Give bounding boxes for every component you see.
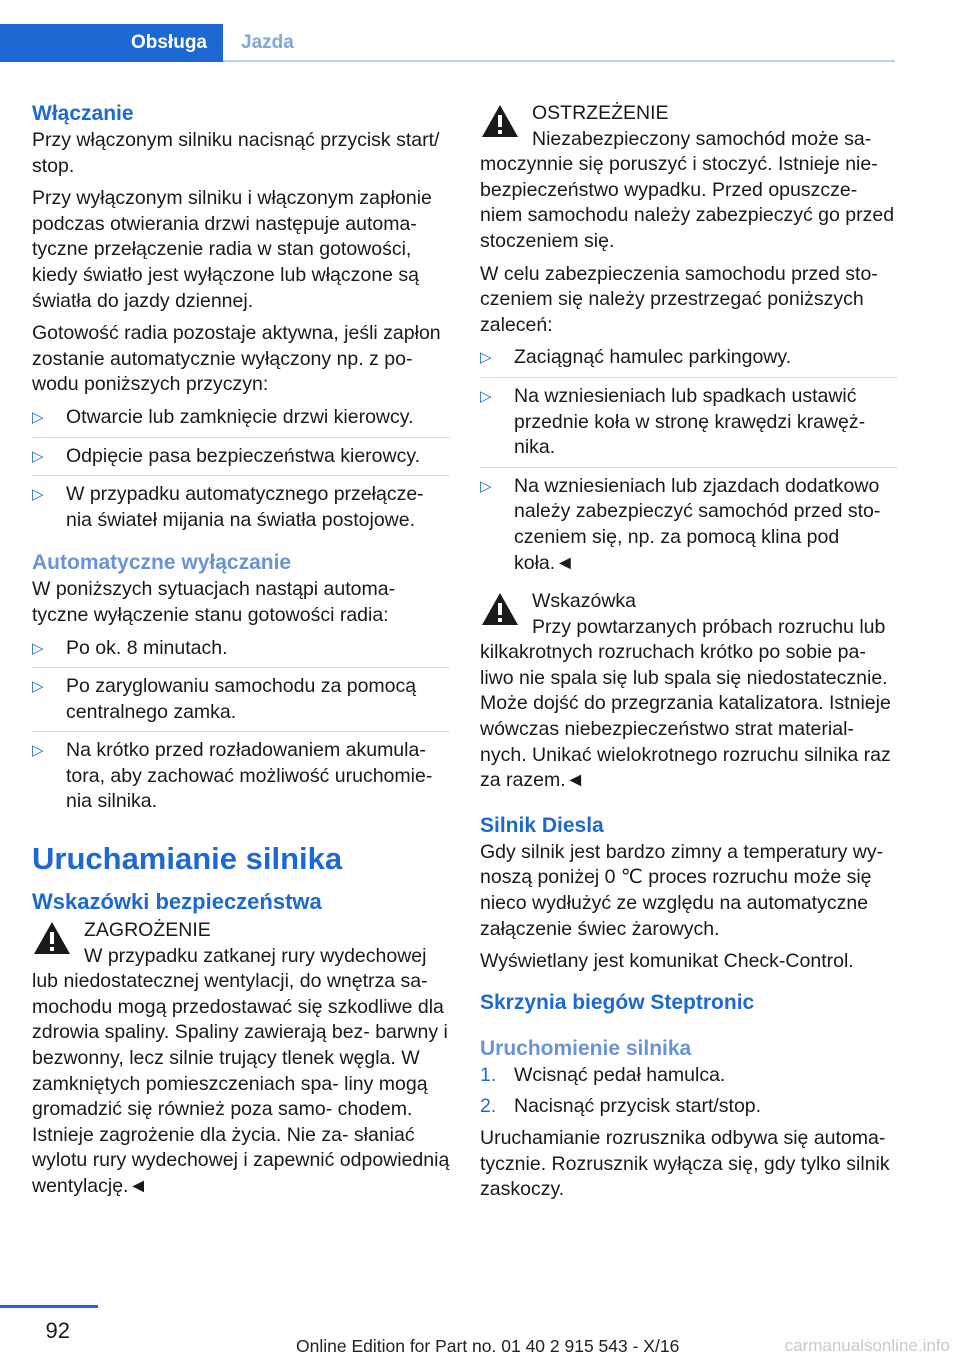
bullet-list [32, 636, 450, 822]
list-item: 2. Nacisnąć przycisk start/stop. [480, 1094, 898, 1120]
heading-uruchomienie: Uruchomienie silnika [480, 1036, 692, 1060]
numbered-list [480, 1063, 898, 1120]
list-item: ▷ Na wzniesieniach lub spadkach ustawić przednie koła w stronę krawędzi krawęż- nika. [480, 384, 898, 468]
heading-wskazowki: Wskazówki bezpieczeństwa [32, 889, 322, 915]
watermark: carmanualsonline.info [784, 1336, 950, 1355]
warning-triangle-icon [32, 920, 72, 956]
triangle-bullet-icon: ▷ [480, 477, 492, 495]
notice-title: OSTRZEŻENIE [532, 102, 669, 124]
paragraph: W celu zabezpieczenia samochodu przed sto- czeniem się należy przestrzegać poniższych zaleceń: [480, 262, 878, 336]
list-item: ▷ Po ok. 8 minutach. [32, 636, 450, 669]
list-item: 1. Wcisnąć pedał hamulca. [480, 1063, 898, 1089]
heading-automatyczne: Automatyczne wyłączanie [32, 551, 292, 575]
hint-notice [480, 588, 898, 794]
header-tabs [0, 24, 895, 62]
page-number: 92 [45, 1318, 70, 1343]
paragraph: Przy wyłączonym silniku i włączonym zapłonie podczas otwierania drzwi następuje automa- tyczne przełączenie radia w stan gotowości, kiedy światło jest wyłączone lub włączone są światła do jazdy dziennej. [32, 187, 432, 312]
heading-steptronic: Skrzynia biegów Steptronic [480, 990, 755, 1014]
tab-jazda[interactable]: Jazda [241, 32, 294, 53]
notice-title: ZAGROŻENIE [84, 919, 211, 942]
heading-wlaczanie: Włączanie [32, 102, 134, 125]
left-column [32, 100, 450, 1207]
bullet-list [32, 405, 450, 539]
list-item: ▷ Na wzniesieniach lub zjazdach dodatkowo należy zabezpieczyć samochód przed sto- czeniem się, np. za pomocą klina pod koła.◄ [480, 474, 881, 574]
danger-notice [32, 917, 450, 1200]
triangle-bullet-icon: ▷ [32, 678, 44, 696]
edition-note: Online Edition for Part no. 01 40 2 915 543 - X/16 [296, 1336, 680, 1356]
paragraph: Gotowość radia pozostaje aktywna, jeśli zapłon zostanie automatycznie wyłączony np. z po- wodu poniższych przyczyn: [32, 322, 441, 396]
triangle-bullet-icon: ▷ [480, 387, 492, 405]
list-item: ▷ W przypadku automatycznego przełącze- nia świateł mijania na światła postojowe. [32, 483, 424, 531]
list-item: ▷ Na krótko przed rozładowaniem akumula- tora, aby zachować możliwość uruchomie- nia silnika. [32, 739, 433, 813]
triangle-bullet-icon: ▷ [32, 447, 44, 465]
triangle-bullet-icon: ▷ [32, 486, 44, 504]
notice-text: Niezabezpieczony samochód może sa- moczynnie się poruszyć i stoczyć. Istnieje nie- bezpieczeństwo wypadku. Przed opuszcze- niem samochodu należy zabezpieczyć go przed stoczeniem się. [480, 127, 895, 252]
triangle-bullet-icon: ▷ [480, 349, 492, 367]
warning-notice [480, 100, 898, 255]
notice-title: Wskazówka [532, 590, 637, 613]
list-item: ▷ Otwarcie lub zamknięcie drzwi kierowcy. [32, 405, 450, 438]
paragraph: Uruchamianie rozrusznika odbywa się automa- tycznie. Rozrusznik wyłącza się, gdy tylko silnik zaskoczy. [480, 1127, 890, 1201]
step-number: 1. [480, 1063, 497, 1086]
tab-obsluga[interactable]: Obsługa [0, 24, 223, 62]
list-item: ▷ Po zaryglowaniu samochodu za pomocą centralnego zamka. [32, 674, 450, 732]
warning-triangle-icon [480, 103, 520, 139]
list-item: ▷ Odpięcie pasa bezpieczeństwa kierowcy. [32, 444, 450, 477]
notice-text: Przy powtarzanych próbach rozruchu lub kilkakrotnych rozruchach krótko po sobie pa- liwo nie spala się lub spala się niedostatecznie. Może dojść do przegrzania katalizatora. Istnieje wówczas niebezpieczeństwo strat material- nych. Unikać wielokrotnego rozruchu silnika raz za razem.◄ [480, 615, 891, 792]
heading-uruchamianie-silnika: Uruchamianie silnika [32, 841, 343, 877]
paragraph: Przy włączonym silniku nacisnąć przycisk start/ stop. [32, 129, 440, 177]
triangle-bullet-icon: ▷ [32, 639, 44, 657]
footer-rule [0, 1305, 98, 1308]
paragraph: W poniższych sytuacjach nastąpi automa- tyczne wyłączenie stanu gotowości radia: [32, 578, 396, 626]
triangle-bullet-icon: ▷ [32, 408, 44, 426]
bullet-list [480, 345, 898, 582]
paragraph: Wyświetlany jest komunikat Check-Control. [480, 950, 854, 973]
triangle-bullet-icon: ▷ [32, 742, 44, 760]
list-item: ▷ Zaciągnąć hamulec parkingowy. [480, 345, 898, 378]
warning-triangle-icon [480, 591, 520, 627]
step-number: 2. [480, 1095, 497, 1118]
heading-silnik-diesla: Silnik Diesla [480, 813, 604, 837]
notice-text: W przypadku zatkanej rury wydechowej lub niedostatecznej wentylacji, do wnętrza sa- mochodu mogą przedostawać się szkodliwe dla zdrowia spaliny. Spaliny zawierają bez- barwny i bezwonny, lecz silnie trujący tlenek węgla. W zamkniętych pomieszczeniach spa- liny mogą gromadzić się również poza samo- chodem. Istnieje zagrożenie dla życia. Nie za- słaniać wylotu rury wydechowej i zapewnić odpowiednią wentylację.◄ [32, 944, 450, 1197]
right-column [480, 100, 898, 1210]
paragraph: Gdy silnik jest bardzo zimny a temperatury wy- noszą poniżej 0 ℃ proces rozruchu może się nieco wydłużyć ze względu na automatyczne załączenie świec żarowych. [480, 840, 884, 940]
tab-underline [223, 60, 895, 62]
